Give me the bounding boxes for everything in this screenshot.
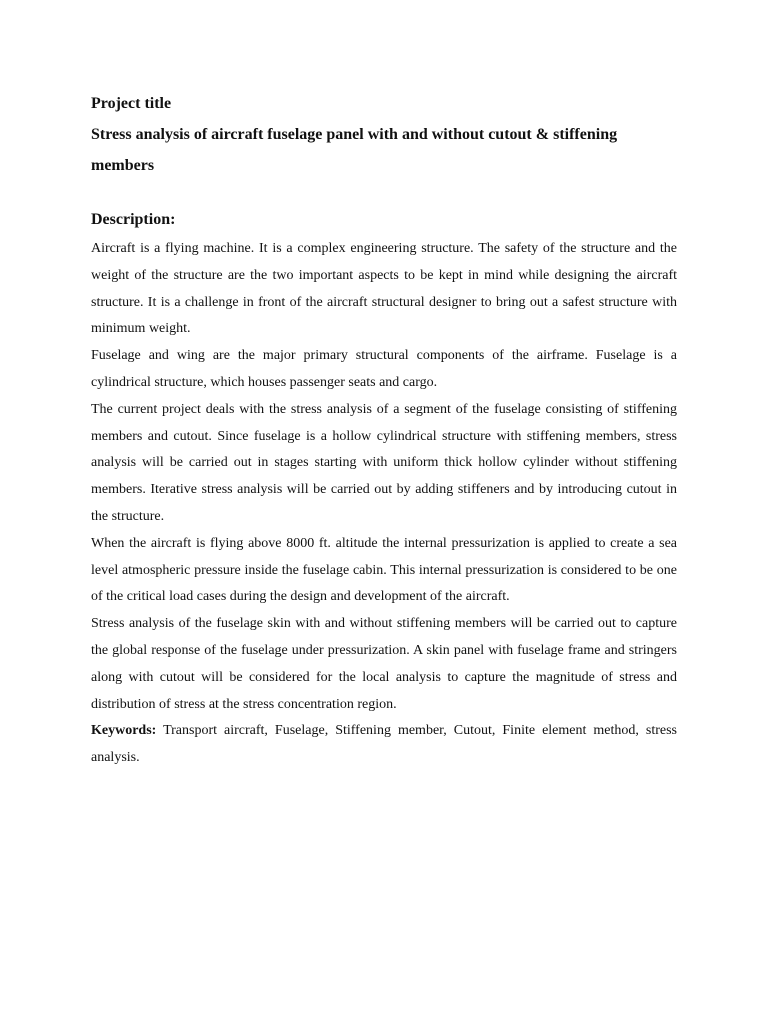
- description-paragraph-1: Aircraft is a flying machine. It is a complex engineering structure. The safety of the structure and the weight of the structure are the two important aspects to be kept in mind while designing the aircraft structure. It is a challenge in front of the aircraft structural designer to bring out a safest structure with minimum weight.: [91, 241, 677, 337]
- keywords-text: Transport aircraft, Fuselage, Stiffening member, Cutout, Finite element method, stress analysis.: [91, 723, 677, 766]
- description-paragraph-2: Fuselage and wing are the major primary structural components of the airframe. Fuselage is a cylindrical structure, which houses passenger seats and cargo.: [91, 348, 677, 390]
- project-title-label: Project title: [91, 95, 172, 112]
- keywords-label: Keywords:: [91, 723, 157, 739]
- description-heading: Description:: [91, 211, 176, 228]
- keywords-paragraph: [91, 718, 677, 772]
- description-paragraph-3: The current project deals with the stress analysis of a segment of the fuselage consisting of stiffening members and cutout. Since fuselage is a hollow cylindrical structure with stiffening members, stress analysis will be carried out in stages starting with uniform thick hollow cylinder without stiffening members. Iterative stress analysis will be carried out by adding stiffeners and by introducing cutout in the structure.: [91, 401, 677, 524]
- project-title: Stress analysis of aircraft fuselage panel with and without cutout & stiffening members: [91, 126, 618, 174]
- description-paragraph-5: Stress analysis of the fuselage skin with and without stiffening members will be carried out to capture the global response of the fuselage under pressurization. A skin panel with fuselage frame and stringers along with cutout will be considered for the local analysis to capture the magnitude of stress and distribution of stress at the stress concentration region.: [91, 616, 677, 712]
- description-paragraph-4: When the aircraft is flying above 8000 ft. altitude the internal pressurization is applied to create a sea level atmospheric pressure inside the fuselage cabin. This internal pressurization is considered to be one of the critical load cases during the design and development of the aircraft.: [91, 535, 677, 605]
- document-page: [91, 91, 677, 772]
